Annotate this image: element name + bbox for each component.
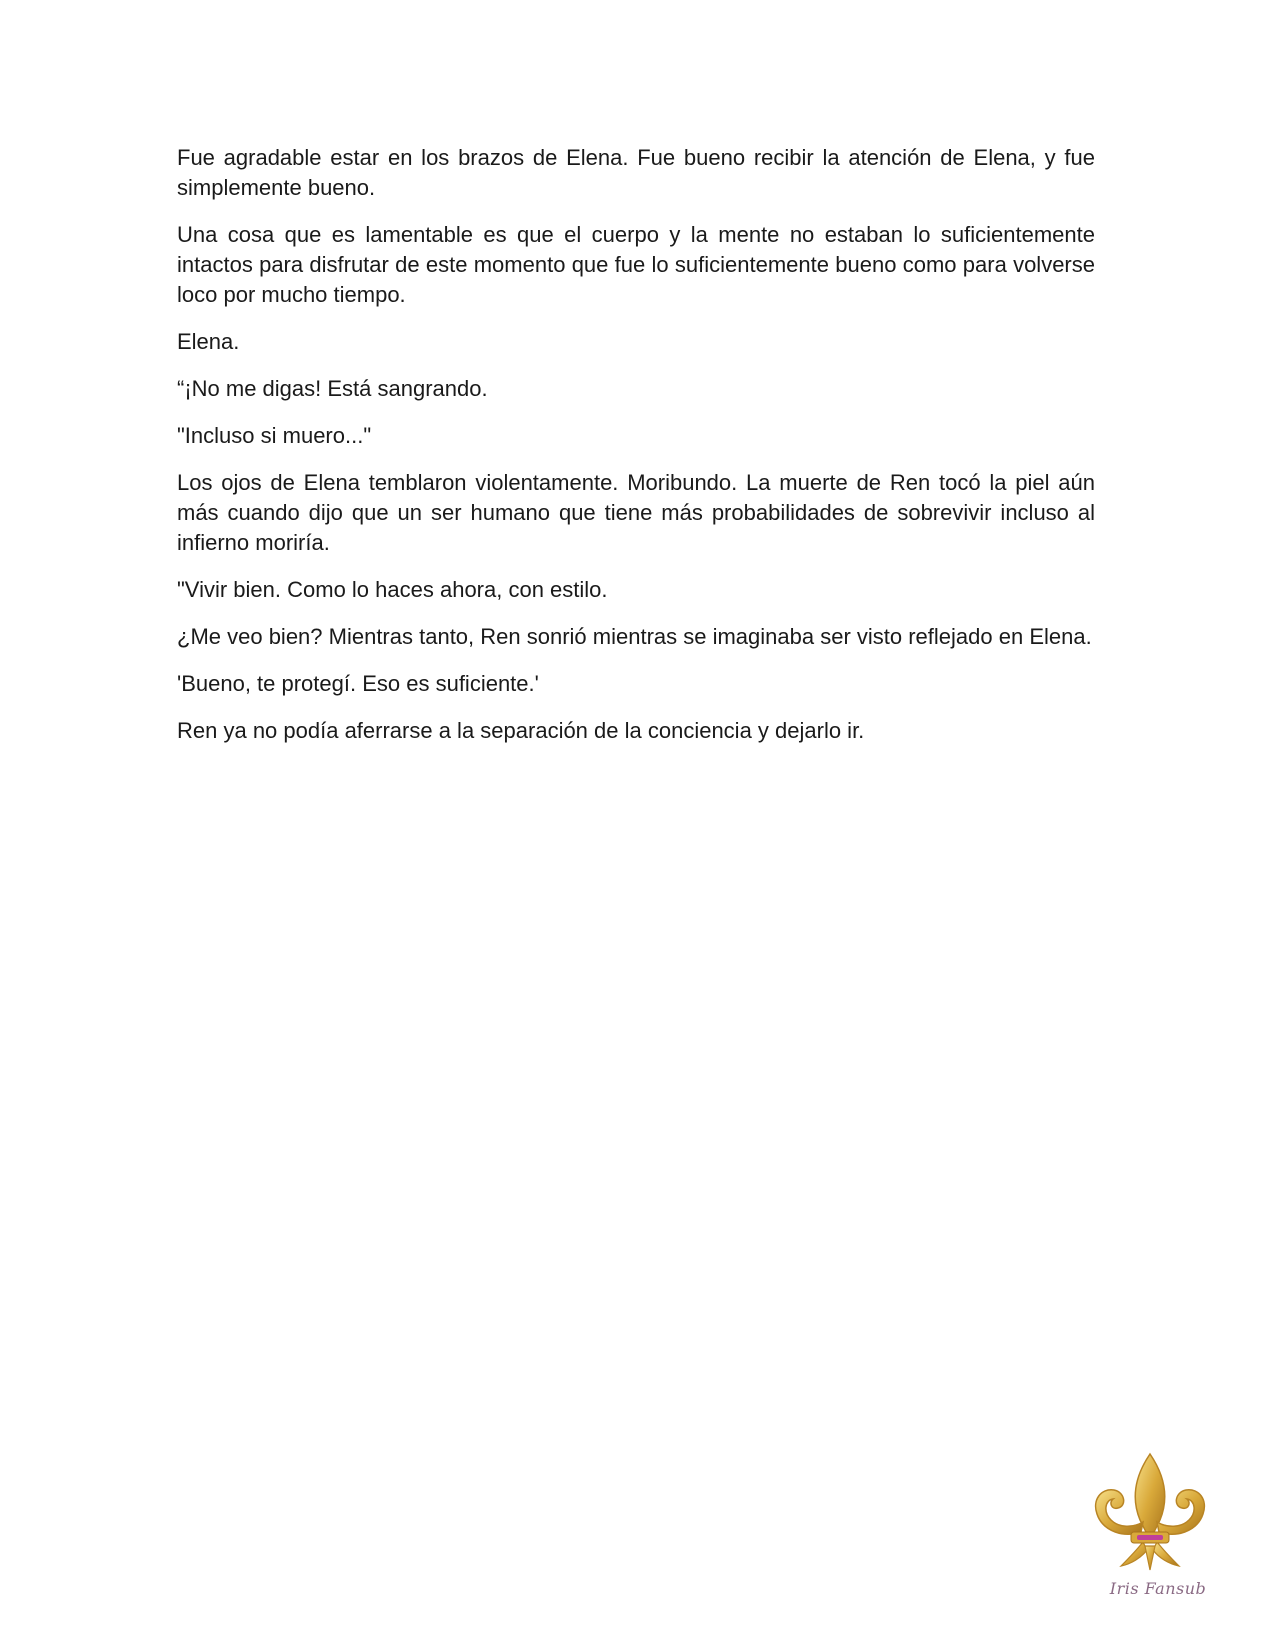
paragraph-6: Los ojos de Elena temblaron violentamente. Moribundo. La muerte de Ren tocó la piel aún más cuando dijo que un ser humano que tiene más probabilidades de sobrevivir incluso al infierno moriría. bbox=[177, 470, 1095, 555]
paragraph-4: “¡No me digas! Está sangrando. bbox=[177, 376, 488, 401]
watermark-text: Iris Fansub bbox=[1109, 1579, 1207, 1598]
paragraph-7: "Vivir bien. Como lo haces ahora, con estilo. bbox=[177, 577, 608, 602]
paragraph-8: ¿Me veo bien? Mientras tanto, Ren sonrió mientras se imaginaba ser visto reflejado en Elena. bbox=[177, 624, 1092, 649]
watermark-logo bbox=[1085, 1448, 1215, 1608]
fleur-de-lis-icon bbox=[1085, 1448, 1215, 1583]
paragraph-9: 'Bueno, te protegí. Eso es suficiente.' bbox=[177, 671, 539, 696]
paragraph-3: Elena. bbox=[177, 329, 240, 354]
paragraph-10: Ren ya no podía aferrarse a la separación de la conciencia y dejarlo ir. bbox=[177, 718, 865, 743]
paragraph-2: Una cosa que es lamentable es que el cuerpo y la mente no estaban lo suficientemente intactos para disfrutar de este momento que fue lo suficientemente bueno como para volverse loco por mucho tiempo. bbox=[177, 222, 1095, 307]
document-body bbox=[177, 143, 1095, 763]
paragraph-1: Fue agradable estar en los brazos de Elena. Fue bueno recibir la atención de Elena, y fue simplemente bueno. bbox=[177, 145, 1095, 200]
paragraph-5: "Incluso si muero..." bbox=[177, 423, 372, 448]
